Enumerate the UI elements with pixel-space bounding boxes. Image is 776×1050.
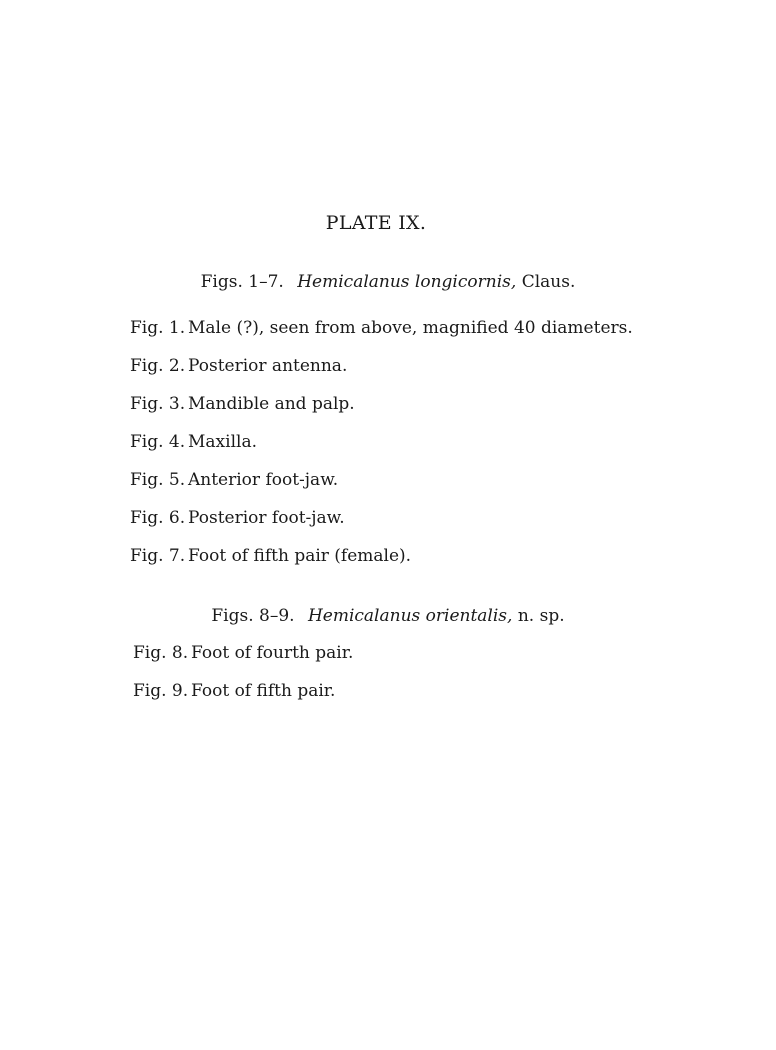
- figure-caption: Anterior foot-jaw.: [188, 470, 339, 490]
- figure-caption: Foot of fifth pair.: [191, 681, 336, 701]
- figure-caption: Posterior antenna.: [188, 356, 348, 376]
- group-heading-longicornis: [0, 272, 776, 292]
- figure-label: Fig. 9.: [133, 681, 189, 701]
- figure-range: Figs. 8–9.: [211, 606, 295, 626]
- figure-entry: [130, 430, 633, 468]
- figure-range: Figs. 1–7.: [200, 272, 284, 292]
- figure-caption: Mandible and palp.: [188, 394, 355, 414]
- figure-label: Fig. 2.: [130, 356, 186, 376]
- figure-label: Fig. 1.: [130, 318, 186, 338]
- figure-entry: [130, 316, 633, 354]
- figure-label: Fig. 8.: [133, 643, 189, 663]
- figure-caption: Foot of fifth pair (female).: [188, 546, 412, 566]
- figure-label: Fig. 3.: [130, 394, 186, 414]
- figure-label: Fig. 5.: [130, 470, 186, 490]
- species-name: Hemicalanus longicornis,: [297, 272, 517, 292]
- figure-entry: [130, 506, 633, 544]
- figure-entry: [133, 641, 353, 679]
- species-author: Claus.: [521, 272, 576, 292]
- figure-caption: Posterior foot-jaw.: [188, 508, 345, 528]
- figure-list-orientalis: [133, 641, 353, 717]
- species-name: Hemicalanus orientalis,: [307, 606, 513, 626]
- figure-list-longicornis: [130, 316, 633, 582]
- figure-caption: Foot of fourth pair.: [191, 643, 354, 663]
- plate-title: PLATE IX.: [325, 212, 427, 234]
- figure-entry: [130, 544, 633, 582]
- species-author: n. sp.: [517, 606, 565, 626]
- figure-caption: Male (?), seen from above, magnified 40 diameters.: [188, 318, 633, 338]
- figure-label: Fig. 4.: [130, 432, 186, 452]
- figure-entry: [130, 392, 633, 430]
- figure-caption: Maxilla.: [188, 432, 257, 452]
- figure-entry: [130, 354, 633, 392]
- figure-label: Fig. 6.: [130, 508, 186, 528]
- figure-entry: [130, 468, 633, 506]
- figure-entry: [133, 679, 353, 717]
- group-heading-orientalis: [0, 606, 776, 626]
- figure-label: Fig. 7.: [130, 546, 186, 566]
